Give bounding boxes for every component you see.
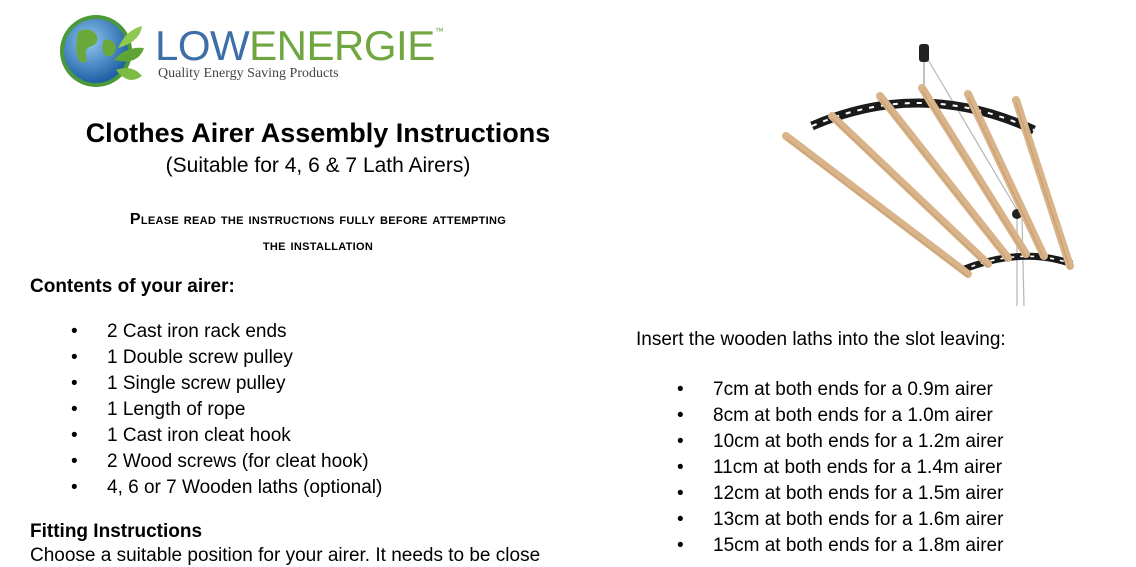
list-item-text: 7cm at both ends for a 0.9m airer [713,379,993,400]
bullet-icon: • [71,399,78,420]
lath-spacing-list [677,377,1004,559]
bullet-icon: • [71,373,78,394]
list-item-text: 10cm at both ends for a 1.2m airer [713,431,1004,452]
list-item-text: 2 Cast iron rack ends [107,321,287,342]
clothes-airer-icon [772,38,1092,310]
bullet-icon: • [677,379,684,400]
fitting-heading: Fitting Instructions [30,521,203,542]
warning-line-1: Please read the instructions fully before attempting [129,211,507,228]
list-item [677,455,1003,481]
bullet-icon: • [677,483,684,504]
bullet-icon: • [677,535,684,556]
list-item-text: 11cm at both ends for a 1.4m airer [713,457,1003,478]
list-item-text: 2 Wood screws (for cleat hook) [107,451,369,472]
list-item [71,475,383,501]
list-item [677,377,1003,403]
list-item [677,429,1004,455]
contents-list [71,319,383,501]
list-item-text: 15cm at both ends for a 1.8m airer [713,535,1004,556]
document-title: Clothes Airer Assembly Instructions [85,118,551,148]
contents-heading: Contents of your airer: [30,276,235,297]
warning-line-2: the installation [262,237,374,254]
list-item [677,403,1003,429]
list-item [71,319,382,345]
logo-word-energie: ENERGIE [249,22,435,69]
list-item [677,481,1004,507]
bullet-icon: • [677,431,684,452]
logo-wordmark [155,22,443,70]
list-item [677,533,1004,559]
list-item-text: 13cm at both ends for a 1.6m airer [713,509,1004,530]
list-item [71,345,382,371]
bullet-icon: • [677,405,684,426]
list-item [71,397,382,423]
list-item-text: 1 Length of rope [107,399,246,420]
list-item-text: 1 Double screw pulley [107,347,293,368]
logo-tagline: Quality Energy Saving Products [158,66,339,81]
list-item [677,507,1004,533]
list-item-text: 1 Single screw pulley [107,373,286,394]
bullet-icon: • [71,477,78,498]
list-item-text: 1 Cast iron cleat hook [107,425,291,446]
bullet-icon: • [677,509,684,530]
trademark-symbol: ™ [434,26,444,36]
bullet-icon: • [71,347,78,368]
warning-notice [0,207,636,259]
list-item [71,449,382,475]
list-item [71,371,382,397]
list-item [71,423,382,449]
bullet-icon: • [677,457,684,478]
lath-intro: Insert the wooden laths into the slot leaving: [636,329,1006,350]
bullet-icon: • [71,425,78,446]
logo-word-low: LOW [155,22,250,69]
list-item-text: 4, 6 or 7 Wooden laths (optional) [107,477,383,498]
document-subtitle: (Suitable for 4, 6 & 7 Lath Airers) [165,154,471,177]
bullet-icon: • [71,451,78,472]
bullet-icon: • [71,321,78,342]
list-item-text: 8cm at both ends for a 1.0m airer [713,405,993,426]
globe-leaf-icon [56,10,156,92]
lowenergie-logo [56,10,476,92]
fitting-text: Choose a suitable position for your airer. It needs to be close [30,545,541,566]
list-item-text: 12cm at both ends for a 1.5m airer [713,483,1004,504]
